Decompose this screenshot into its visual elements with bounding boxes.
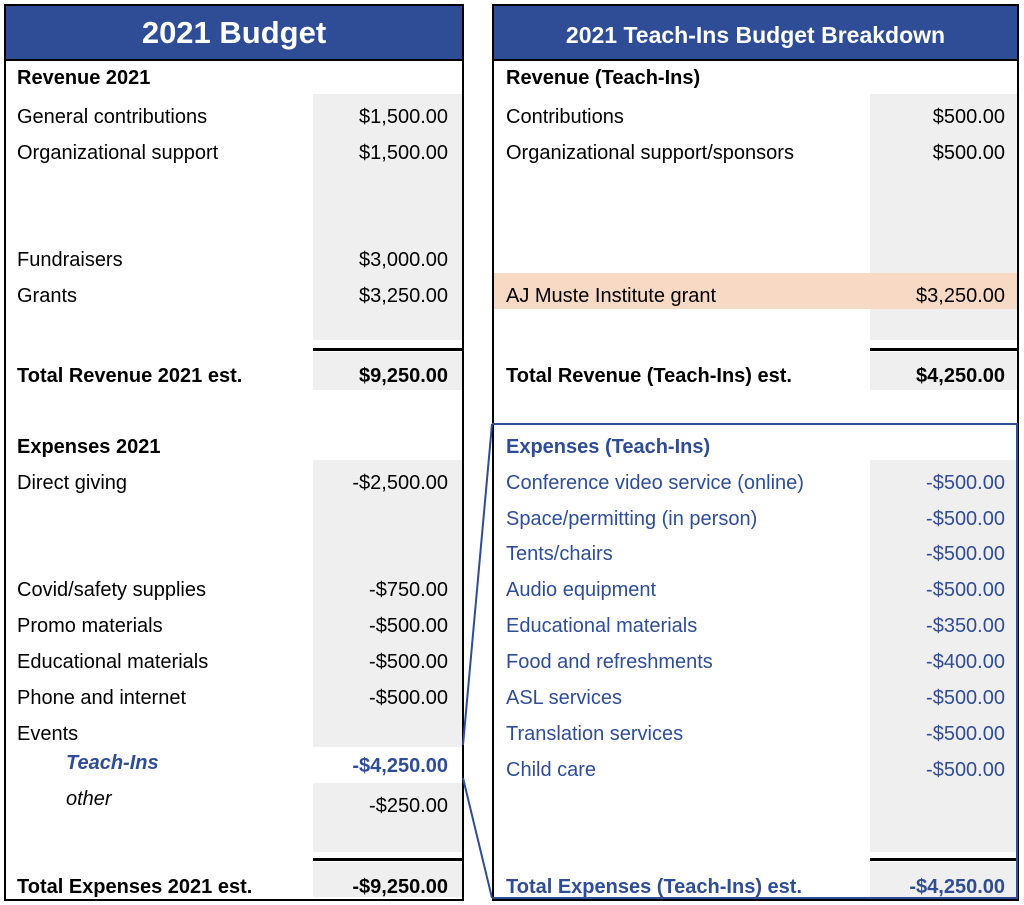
row-label: Translation services	[506, 723, 684, 745]
callout-line-top	[463, 424, 492, 745]
row-label: Phone and internet	[17, 687, 187, 709]
table-row	[494, 134, 1017, 170]
row-amount: -$250.00	[369, 795, 448, 817]
revenue-header-row	[6, 59, 462, 95]
total-revenue-row	[494, 357, 1017, 393]
row-amount: -$500.00	[369, 615, 448, 637]
row-label: Conference video service (online)	[506, 472, 804, 494]
row-label: Fundraisers	[17, 249, 123, 271]
total-expense-rule	[313, 858, 462, 861]
total-revenue-rule	[313, 348, 462, 351]
row-amount: -$750.00	[369, 579, 448, 601]
table-row	[6, 134, 462, 170]
callout-line-bottom	[463, 778, 492, 898]
row-label: Organizational support	[17, 142, 219, 164]
table-row	[494, 643, 1017, 679]
row-label: other	[66, 788, 112, 810]
revenue-header: Revenue (Teach-Ins)	[506, 67, 701, 89]
table-row	[494, 277, 1017, 313]
table-row	[494, 715, 1017, 751]
total-expenses-label: Total Expenses 2021 est.	[17, 876, 253, 898]
row-amount: -$500.00	[926, 579, 1005, 601]
table-row	[494, 98, 1017, 134]
row-amount: $1,500.00	[359, 142, 448, 164]
table-row	[494, 464, 1017, 500]
row-label: Covid/safety supplies	[17, 579, 206, 601]
row-amount: $3,250.00	[916, 285, 1005, 307]
row-amount: -$400.00	[926, 651, 1005, 673]
expenses-header-row	[494, 428, 1017, 464]
row-amount: -$500.00	[369, 651, 448, 673]
total-revenue-label: Total Revenue (Teach-Ins) est.	[506, 365, 792, 387]
revenue-header-row	[494, 59, 1017, 95]
table-row	[494, 679, 1017, 715]
teach-ins-amount: -$4,250.00	[352, 755, 448, 777]
table-row	[6, 571, 462, 607]
table-row	[6, 715, 462, 751]
expenses-header-row	[6, 428, 462, 464]
total-revenue-rule	[870, 348, 1017, 351]
row-amount: -$500.00	[369, 687, 448, 709]
table-row	[494, 535, 1017, 571]
total-expenses-amount: -$4,250.00	[909, 876, 1005, 898]
row-label: Promo materials	[17, 615, 163, 637]
total-expense-rule	[870, 858, 1017, 861]
teach-ins-row	[6, 747, 462, 783]
row-label: Contributions	[506, 106, 624, 128]
row-amount: -$500.00	[926, 759, 1005, 781]
table-row	[6, 643, 462, 679]
panel-title: 2021 Budget	[6, 6, 462, 61]
total-revenue-amount: $9,250.00	[359, 365, 448, 387]
table-row	[6, 464, 462, 500]
row-amount: -$2,500.00	[352, 472, 448, 494]
row-label: Food and refreshments	[506, 651, 713, 673]
table-row	[494, 571, 1017, 607]
table-row	[6, 783, 462, 819]
table-row	[494, 751, 1017, 787]
total-expenses-row	[6, 868, 462, 904]
table-row	[6, 241, 462, 277]
row-label: AJ Muste Institute grant	[506, 285, 717, 307]
expenses-header: Expenses 2021	[17, 436, 161, 458]
row-label: ASL services	[506, 687, 622, 709]
row-label: Tents/chairs	[506, 543, 613, 565]
table-row	[494, 500, 1017, 536]
row-label: Grants	[17, 285, 78, 307]
panel-title: 2021 Teach-Ins Budget Breakdown	[494, 6, 1017, 61]
row-amount: -$500.00	[926, 472, 1005, 494]
expenses-header: Expenses (Teach-Ins)	[506, 436, 711, 458]
table-row	[6, 98, 462, 134]
row-amount: -$500.00	[926, 723, 1005, 745]
row-label: General contributions	[17, 106, 208, 128]
budget-2021-panel	[4, 4, 464, 901]
total-expenses-row	[494, 868, 1017, 904]
teach-ins-breakdown-panel	[492, 4, 1019, 901]
row-label: Educational materials	[506, 615, 698, 637]
table-row	[6, 277, 462, 313]
table-row	[494, 607, 1017, 643]
row-amount: $500.00	[932, 106, 1005, 128]
row-label: Audio equipment	[506, 579, 657, 601]
row-amount: $1,500.00	[359, 106, 448, 128]
row-label: Educational materials	[17, 651, 209, 673]
total-expenses-label: Total Expenses (Teach-Ins) est.	[506, 876, 803, 898]
row-label: Direct giving	[17, 472, 128, 494]
total-expenses-amount: -$9,250.00	[352, 876, 448, 898]
row-amount: $500.00	[932, 142, 1005, 164]
row-amount: $3,250.00	[359, 285, 448, 307]
row-label: Organizational support/sponsors	[506, 142, 794, 164]
row-amount: -$500.00	[926, 687, 1005, 709]
total-revenue-label: Total Revenue 2021 est.	[17, 365, 243, 387]
row-label: Child care	[506, 759, 597, 781]
total-revenue-row	[6, 357, 462, 393]
total-revenue-amount: $4,250.00	[916, 365, 1005, 387]
row-amount: -$500.00	[926, 543, 1005, 565]
teach-ins-label: Teach-Ins	[66, 752, 159, 774]
row-amount: $3,000.00	[359, 249, 448, 271]
row-amount: -$500.00	[926, 508, 1005, 530]
row-amount: -$350.00	[926, 615, 1005, 637]
table-row	[6, 679, 462, 715]
revenue-header: Revenue 2021	[17, 67, 151, 89]
row-label: Events	[17, 723, 79, 745]
row-label: Space/permitting (in person)	[506, 508, 758, 530]
table-row	[6, 607, 462, 643]
